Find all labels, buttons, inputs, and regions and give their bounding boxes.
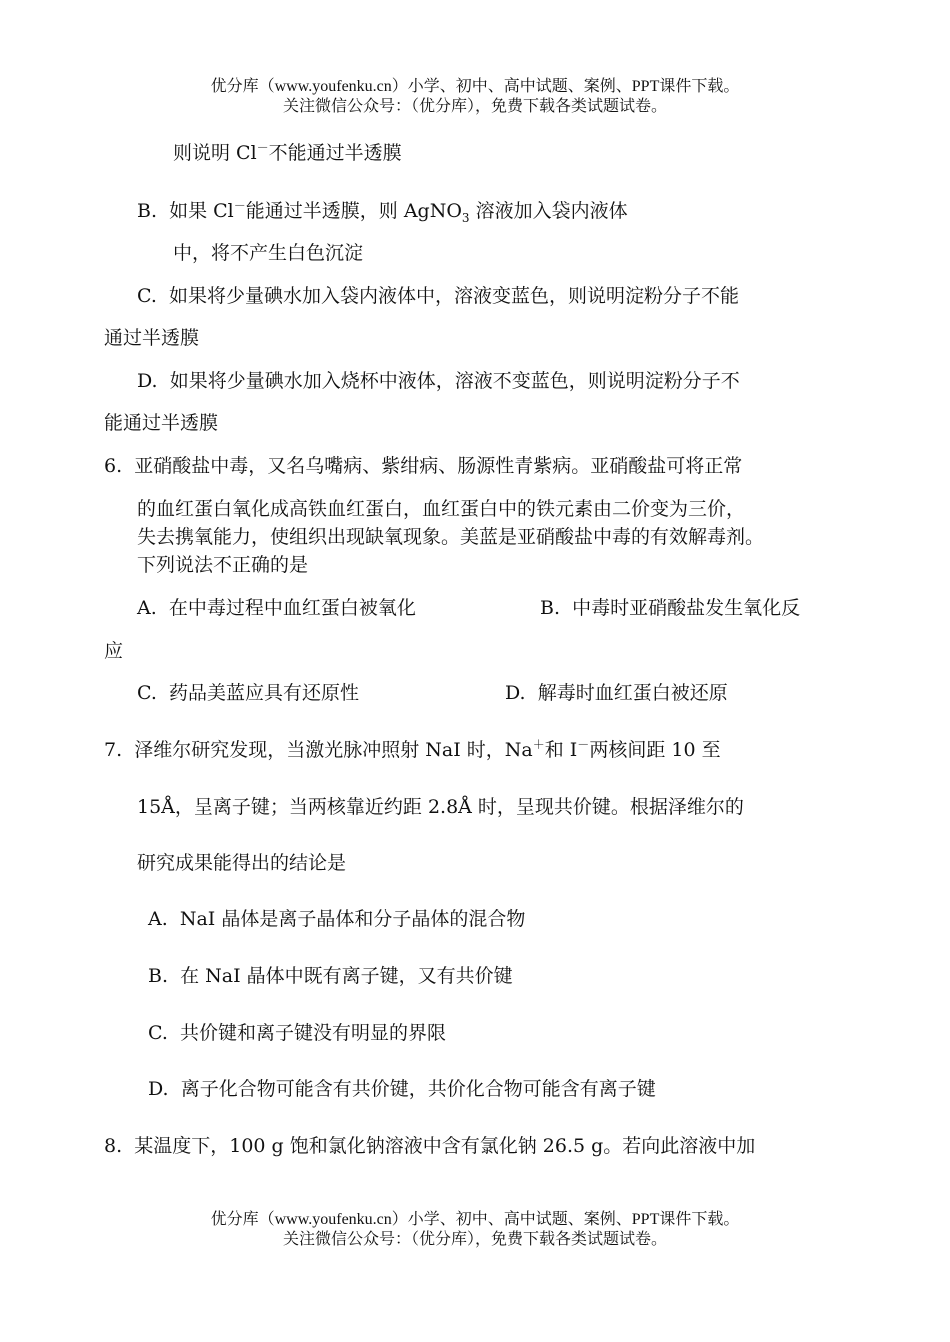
q6-stem-line1: 6. 亚硝酸盐中毒，又名乌嘴病、紫绀病、肠源性青紫病。亚硝酸盐可将正常	[104, 455, 743, 477]
option-label: A.	[148, 908, 168, 930]
option-label: C.	[148, 1022, 168, 1044]
q6-stem-line3: 失去携氧能力，使组织出现缺氧现象。美蓝是亚硝酸盐中毒的有效解毒剂。	[137, 526, 765, 548]
q5-option-c: C. 如果将少量碘水加入袋内液体中，溶液变蓝色，则说明淀粉分子不能	[137, 285, 740, 307]
option-label: B.	[148, 965, 169, 987]
question-number: 8.	[104, 1135, 123, 1157]
option-label: D.	[137, 370, 158, 392]
q7-option-a: A. NaI 晶体是离子晶体和分子晶体的混合物	[148, 908, 526, 930]
q5-option-b-line2: 中，将不产生白色沉淀	[173, 242, 364, 264]
q6-option-d: D. 解毒时血红蛋白被还原	[505, 682, 728, 704]
q5-continuation: 则说明 Cl－不能通过半透膜	[173, 140, 402, 164]
question-number: 6.	[104, 455, 123, 477]
q6-stem-line2: 的血红蛋白氧化成高铁血红蛋白，血红蛋白中的铁元素由二价变为三价，	[137, 498, 746, 520]
option-label: C.	[137, 682, 157, 704]
q5-option-c-line2: 通过半透膜	[104, 327, 200, 349]
q7-option-c: C. 共价键和离子键没有明显的界限	[148, 1022, 447, 1044]
q6-option-c: C. 药品美蓝应具有还原性	[137, 682, 360, 704]
q7-stem-line3: 研究成果能得出的结论是	[137, 852, 347, 874]
option-label: D.	[148, 1078, 169, 1100]
header-line-2: 关注微信公众号：（优分库），免费下载各类试题试卷。	[282, 98, 667, 115]
q6-option-b: B. 中毒时亚硝酸盐发生氧化反	[540, 597, 801, 619]
q6-stem-line4: 下列说法不正确的是	[137, 554, 309, 576]
option-label: C.	[137, 285, 157, 307]
footer-line-2: 关注微信公众号：（优分库），免费下载各类试题试卷。	[282, 1231, 667, 1248]
q7-stem-line1: 7. 泽维尔研究发现，当激光脉冲照射 NaI 时，Na＋和 I－两核间距 10 至	[104, 737, 721, 761]
option-label: A.	[137, 597, 157, 619]
option-label: D.	[505, 682, 526, 704]
q7-stem-line2: 15Å，呈离子键；当两核靠近约距 2.8Å 时，呈现共价键。根据泽维尔的	[137, 796, 744, 818]
q5-option-d: D. 如果将少量碘水加入烧杯中液体，溶液不变蓝色，则说明淀粉分子不	[137, 370, 740, 392]
q6-option-a: A. 在中毒过程中血红蛋白被氧化	[137, 597, 416, 619]
q5-option-b: B. 如果 Cl－能通过半透膜，则 AgNO$_3$ 溶液加入袋内液体	[137, 198, 628, 225]
header-line-1: 优分库（www.youfenku.cn）小学、初中、高中试题、案例、PPT课件下载。	[210, 78, 740, 95]
question-number: 7.	[104, 739, 123, 761]
q7-option-b: B. 在 NaI 晶体中既有离子键，又有共价键	[148, 965, 513, 987]
footer-line-1: 优分库（www.youfenku.cn）小学、初中、高中试题、案例、PPT课件下载。	[210, 1211, 740, 1228]
q6-option-b-wrap: 应	[104, 640, 124, 662]
q5-option-d-line2: 能通过半透膜	[104, 412, 219, 434]
option-label: B.	[137, 200, 158, 222]
q7-option-d: D. 离子化合物可能含有共价键，共价化合物可能含有离子键	[148, 1078, 656, 1100]
option-label: B.	[540, 597, 561, 619]
q8-stem-line1: 8. 某温度下，100 g 饱和氯化钠溶液中含有氯化钠 26.5 g。若向此溶液中加	[104, 1135, 756, 1157]
